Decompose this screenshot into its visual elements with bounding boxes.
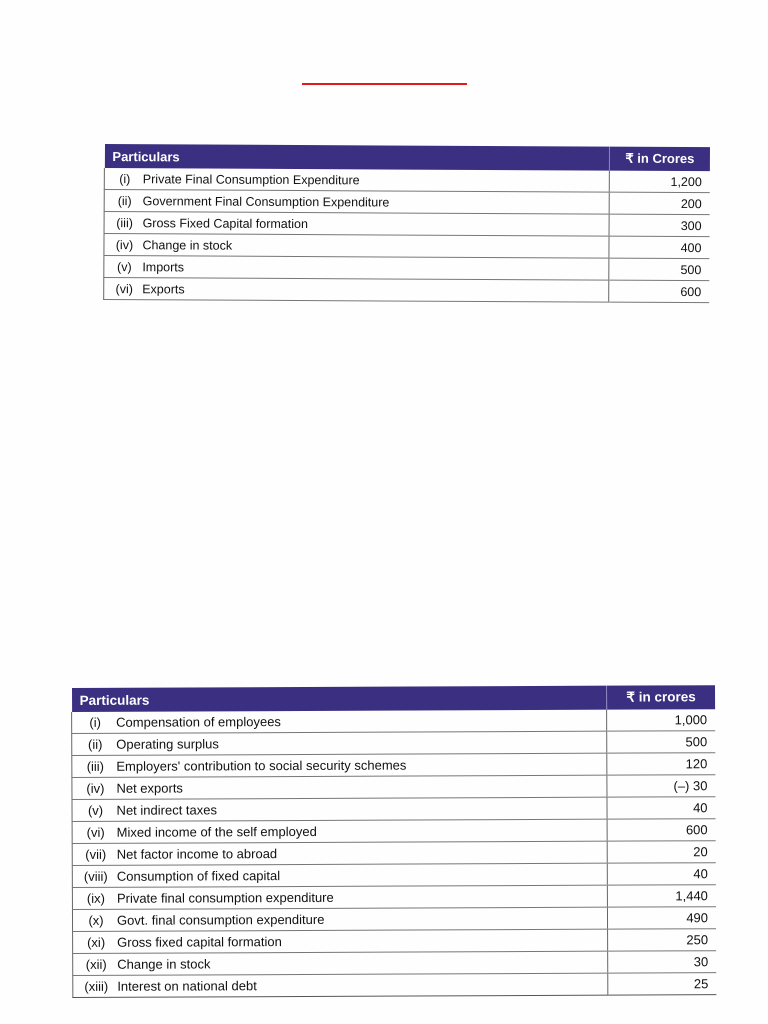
amount-cell: 40 (607, 797, 716, 819)
row-number: (xi) (87, 934, 106, 950)
expenditure-table (103, 144, 710, 303)
table-row (104, 256, 710, 281)
amount-cell: 40 (607, 863, 716, 885)
particulars-cell (72, 885, 607, 909)
row-number: (iv) (86, 780, 105, 796)
row-label: Employers' contribution to social security schemes (116, 757, 407, 774)
row-number: (ix) (86, 890, 105, 906)
table-header-row (71, 685, 715, 712)
row-label: Imports (142, 259, 185, 274)
row-number: (iv) (115, 237, 134, 252)
row-number: (x) (88, 912, 104, 928)
row-number: (vi) (115, 281, 133, 296)
particulars-cell (104, 234, 609, 259)
particulars-cell (104, 168, 609, 192)
row-label: Operating surplus (116, 736, 219, 752)
row-label: Change in stock (117, 956, 211, 972)
row-number: (xiii) (84, 978, 109, 994)
table-row (72, 753, 716, 778)
amount-header: ₹ in crores (606, 685, 715, 709)
amount-cell: 30 (608, 951, 717, 973)
amount-cell: 500 (609, 258, 710, 281)
table-row (73, 929, 717, 954)
particulars-cell (72, 775, 607, 799)
amount-cell: 1,440 (607, 885, 716, 907)
particulars-cell (104, 212, 609, 237)
amount-cell: 300 (609, 214, 710, 237)
row-number: (iii) (86, 758, 105, 774)
red-underline (302, 83, 467, 85)
row-number: (i) (119, 171, 131, 186)
amount-cell: 1,000 (607, 709, 716, 731)
particulars-cell (72, 753, 607, 777)
table-row (72, 797, 716, 822)
table-row (72, 775, 716, 800)
particulars-cell (72, 841, 607, 865)
row-label: Govt. final consumption expenditure (116, 911, 325, 928)
row-label: Consumption of fixed capital (116, 868, 281, 884)
particulars-cell (104, 190, 609, 215)
particulars-cell (104, 278, 609, 303)
table-row (72, 709, 716, 733)
row-number: (vi) (86, 824, 105, 840)
row-label: Net factor income to abroad (116, 846, 278, 862)
amount-cell: 25 (608, 973, 717, 995)
particulars-cell (73, 951, 608, 975)
particulars-cell (72, 797, 607, 821)
amount-cell: 1,200 (609, 171, 710, 193)
table-row (104, 212, 710, 237)
particulars-header: Particulars (104, 144, 609, 171)
amount-cell: 400 (609, 236, 710, 259)
particulars-cell (72, 907, 607, 931)
table-row (73, 951, 717, 976)
amount-cell: (–) 30 (607, 775, 716, 797)
row-label: Net exports (116, 780, 183, 796)
particulars-cell (72, 819, 607, 843)
particulars-cell (72, 863, 607, 887)
particulars-cell (72, 710, 607, 734)
amount-cell: 600 (607, 819, 716, 841)
particulars-cell (72, 731, 607, 755)
table-row (72, 731, 716, 756)
amount-cell: 500 (607, 731, 716, 753)
row-label: Net indirect taxes (116, 802, 218, 818)
table-row (104, 278, 710, 303)
particulars-cell (73, 973, 608, 997)
table-header-row (104, 144, 710, 171)
table-row (72, 841, 716, 866)
row-number: (v) (87, 802, 104, 818)
amount-header: ₹ in Crores (609, 147, 710, 172)
table-row (73, 973, 717, 998)
table-row (72, 863, 716, 888)
table-body (104, 168, 710, 303)
row-label: Government Final Consumption Expenditure (142, 193, 390, 209)
amount-cell: 120 (607, 753, 716, 775)
amount-cell: 20 (607, 841, 716, 863)
table-row (104, 234, 710, 259)
row-label: Interest on national debt (117, 978, 257, 994)
table-row (104, 190, 710, 215)
row-label: Mixed income of the self employed (116, 823, 317, 840)
amount-cell: 600 (609, 280, 710, 303)
row-label: Change in stock (142, 237, 233, 253)
row-label: Private final consumption expenditure (116, 889, 334, 906)
amount-cell: 250 (608, 929, 717, 951)
table-row (72, 819, 716, 844)
particulars-cell (104, 256, 609, 281)
row-number: (ii) (117, 193, 132, 208)
row-number: (i) (89, 714, 101, 730)
row-label: Private Final Consumption Expenditure (142, 171, 360, 187)
row-label: Exports (142, 281, 185, 296)
amount-cell: 490 (607, 907, 716, 929)
particulars-header: Particulars (71, 686, 606, 712)
row-label: Gross fixed capital formation (117, 934, 282, 950)
table-row (104, 168, 710, 193)
row-number: (iii) (116, 215, 133, 230)
row-number: (ii) (87, 736, 103, 752)
table-row (72, 885, 716, 910)
row-label: Compensation of employees (116, 714, 281, 730)
row-number: (viii) (83, 868, 108, 884)
row-number: (vii) (85, 846, 107, 862)
row-number: (xii) (85, 956, 107, 972)
row-number: (v) (117, 259, 132, 274)
particulars-cell (73, 929, 608, 953)
table-body (72, 709, 717, 997)
table-row (72, 907, 716, 932)
income-table (71, 685, 716, 998)
amount-cell: 200 (609, 192, 710, 215)
row-label: Gross Fixed Capital formation (142, 215, 308, 231)
